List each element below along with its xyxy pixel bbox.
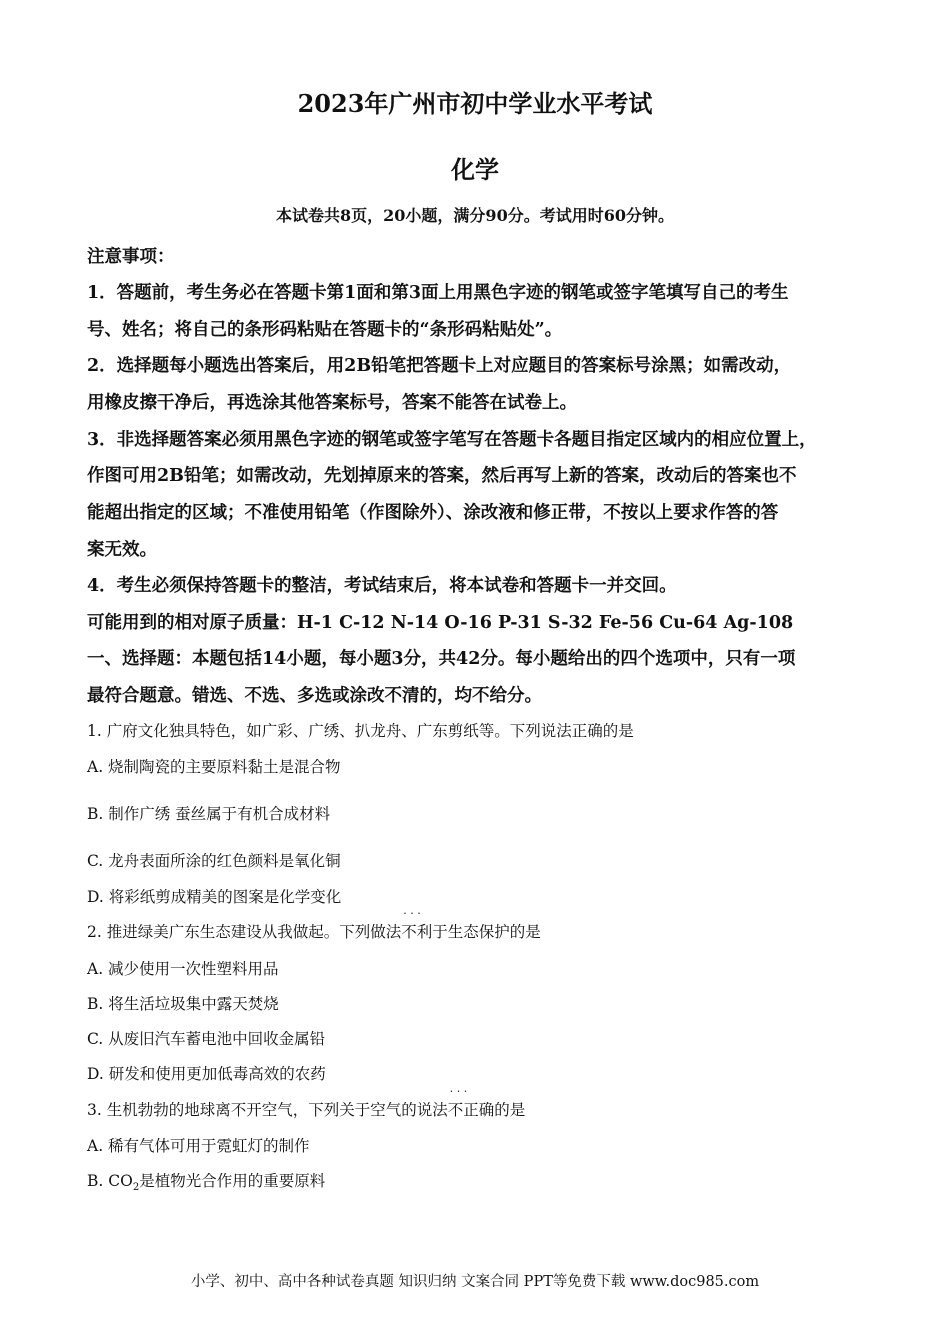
question-1-option-b: B. 制作广绣 蚕丝属于有机合成材料 <box>87 805 331 823</box>
stem-text: 3. 生机勃勃的地球离不开空气，下列关于空气的说法 <box>87 1101 448 1119</box>
notes-heading: 注意事项： <box>87 247 175 267</box>
page-footer: 小学、初中、高中各种试卷真题 知识归纳 文案合同 PPT等免费下载 www.doc985.com <box>190 1274 760 1290</box>
subscript: 2 <box>132 1182 140 1194</box>
note-line: 号、姓名；将自己的条形码粘贴在答题卡的“条形码粘贴处”。 <box>87 320 563 340</box>
section-heading: 最符合题意。错选、不选、多选或涂改不清的，均不给分。 <box>87 686 542 706</box>
exam-info: 本试卷共8页，20小题，满分90分。考试用时60分钟。 <box>276 206 674 225</box>
subject-title: 化学 <box>451 155 499 184</box>
exam-title: 2023年广州市初中学业水平考试 <box>297 89 653 118</box>
stem-text: 于生态保护的是 <box>432 923 541 941</box>
option-text: 是植物光合作用的重要原料 <box>139 1172 326 1190</box>
emphasis-marked-text: · · · 不正 <box>448 1098 479 1120</box>
question-3-option-b <box>87 1169 325 1193</box>
question-3-stem <box>87 1098 525 1120</box>
question-2-option-c: C. 从废旧汽车蓄电池中回收金属铅 <box>87 1030 326 1048</box>
atomic-masses: 可能用到的相对原子质量：H-1 C-12 N-14 O-16 P-31 S-32 Fe-56 Cu-64 Ag-108 <box>87 613 794 633</box>
note-line: 2．选择题每小题选出答案后，用2B铅笔把答题卡上对应题目的答案标号涂黑；如需改动， <box>87 356 792 376</box>
note-line: 4．考生必须保持答题卡的整洁，考试结束后，将本试卷和答题卡一并交回。 <box>87 576 677 596</box>
note-line: 3．非选择题答案必须用黑色字迹的钢笔或签字笔写在答题卡各题目指定区域内的相应位置上， <box>87 430 817 450</box>
note-line: 1．答题前，考生务必在答题卡第1面和第3面上用黑色字迹的钢笔或签字笔填写自己的考生 <box>87 283 789 303</box>
question-2-option-d: D. 研发和使用更加低毒高效的农药 <box>87 1065 326 1083</box>
question-2-option-a: A. 减少使用一次性塑料用品 <box>87 960 279 978</box>
section-heading: 一、选择题：本题包括14小题，每小题3分，共42分。每小题给出的四个选项中，只有一项 <box>87 649 796 669</box>
option-text: B. CO <box>87 1172 133 1190</box>
question-1-option-c: C. 龙舟表面所涂的红色颜料是氧化铜 <box>87 852 341 870</box>
note-line: 用橡皮擦干净后，再选涂其他答案标号，答案不能答在试卷上。 <box>87 393 577 413</box>
question-1-stem: 1. 广府文化独具特色，如广彩、广绣、扒龙舟、广东剪纸等。下列说法正确的是 <box>87 722 634 740</box>
question-2-stem <box>87 920 541 942</box>
note-line: 作图可用2B铅笔；如需改动，先划掉原来的答案，然后再写上新的答案，改动后的答案也不 <box>87 466 797 486</box>
stem-text: 确的是 <box>478 1101 526 1119</box>
question-3-option-a: A. 稀有气体可用于霓虹灯的制作 <box>87 1137 310 1155</box>
question-1-option-a: A. 烧制陶瓷的主要原料黏土是混合物 <box>87 758 341 776</box>
question-2-option-b: B. 将生活垃圾集中露天焚烧 <box>87 995 279 1013</box>
question-1-option-d: D. 将彩纸剪成精美的图案是化学变化 <box>87 888 342 906</box>
note-line: 案无效。 <box>87 540 157 560</box>
emphasis-marked-text: · · · 不利 <box>401 920 432 942</box>
note-line: 能超出指定的区域；不准使用铅笔（作图除外）、涂改液和修正带，不按以上要求作答的答 <box>87 503 779 523</box>
stem-text: 2. 推进绿美广东生态建设从我做起。下列做法 <box>87 923 402 941</box>
